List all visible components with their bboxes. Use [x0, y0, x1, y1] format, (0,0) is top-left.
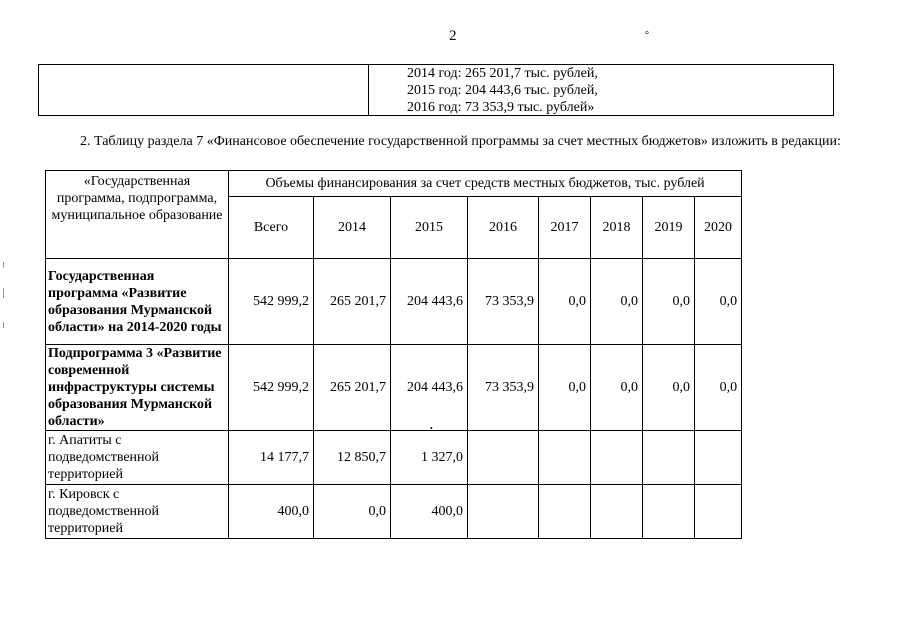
- funding-lines: [407, 65, 598, 116]
- funding-line-2014: 2014 год: 265 201,7 тыс. рублей,: [407, 66, 598, 81]
- header-2016: 2016: [468, 197, 539, 259]
- cell-2017: 0,0: [539, 259, 591, 345]
- cell-2018: 0,0: [591, 345, 643, 431]
- cell-2019: 0,0: [643, 259, 695, 345]
- header-2017: 2017: [539, 197, 591, 259]
- cell-2015: 1 327,0: [391, 431, 468, 485]
- cell-2020: 0,0: [695, 259, 742, 345]
- cell-2015: 400,0: [391, 485, 468, 539]
- cell-2019: [643, 431, 695, 485]
- margin-mark: [3, 288, 4, 298]
- cell-total: 400,0: [229, 485, 314, 539]
- cell-2014: 0,0: [314, 485, 391, 539]
- previous-table-fragment: [38, 64, 834, 116]
- table-row: [46, 485, 742, 539]
- header-2020: 2020: [695, 197, 742, 259]
- cell-2020: [695, 485, 742, 539]
- cell-2016: 73 353,9: [468, 259, 539, 345]
- header-total: Всего: [229, 197, 314, 259]
- cell-2017: [539, 485, 591, 539]
- header-program: «Государственная программа, подпрограмма, муниципальное образование: [46, 171, 229, 259]
- scan-speck: •: [430, 424, 433, 433]
- header-2019: 2019: [643, 197, 695, 259]
- cell-2016: [468, 431, 539, 485]
- cell-2020: [695, 431, 742, 485]
- cell-2019: [643, 485, 695, 539]
- cell-2017: 0,0: [539, 345, 591, 431]
- header-2014: 2014: [314, 197, 391, 259]
- cell-2017: [539, 431, 591, 485]
- cell-2016: [468, 485, 539, 539]
- cell-2015: 204 443,6: [391, 259, 468, 345]
- table-row: [46, 259, 742, 345]
- header-group: Объемы финансирования за счет средств местных бюджетов, тыс. рублей: [229, 171, 742, 197]
- margin-mark: [3, 322, 4, 328]
- row-label: г. Кировск с подведомственной территорией: [46, 485, 229, 539]
- cell-2014: 265 201,7: [314, 259, 391, 345]
- financing-table: [45, 170, 742, 539]
- cell-2018: 0,0: [591, 259, 643, 345]
- header-2015: 2015: [391, 197, 468, 259]
- scan-speck: °: [645, 30, 649, 41]
- page-number: 2: [449, 28, 457, 44]
- funding-line-2015: 2015 год: 204 443,6 тыс. рублей,: [407, 83, 598, 98]
- row-label: Государственная программа «Развитие образования Мурманской области» на 2014-2020 годы: [46, 259, 229, 345]
- table-row: [46, 345, 742, 431]
- cell-total: 542 999,2: [229, 345, 314, 431]
- amendment-paragraph: 2. Таблицу раздела 7 «Финансовое обеспечение государственной программы за счет местных бюджетов» изложить в редакции:: [80, 134, 841, 149]
- cell-2018: [591, 485, 643, 539]
- column-divider: [368, 65, 369, 115]
- row-label: Подпрограмма 3 «Развитие современной инфраструктуры системы образования Мурманской области»: [46, 345, 229, 431]
- cell-2020: 0,0: [695, 345, 742, 431]
- header-2018: 2018: [591, 197, 643, 259]
- cell-2018: [591, 431, 643, 485]
- table-row: [46, 431, 742, 485]
- cell-total: 542 999,2: [229, 259, 314, 345]
- cell-total: 14 177,7: [229, 431, 314, 485]
- cell-2016: 73 353,9: [468, 345, 539, 431]
- cell-2015: 204 443,6: [391, 345, 468, 431]
- cell-2014: 12 850,7: [314, 431, 391, 485]
- margin-mark: [3, 262, 4, 268]
- cell-2014: 265 201,7: [314, 345, 391, 431]
- cell-2019: 0,0: [643, 345, 695, 431]
- funding-line-2016: 2016 год: 73 353,9 тыс. рублей»: [407, 100, 595, 115]
- row-label: г. Апатиты с подведомственной территорией: [46, 431, 229, 485]
